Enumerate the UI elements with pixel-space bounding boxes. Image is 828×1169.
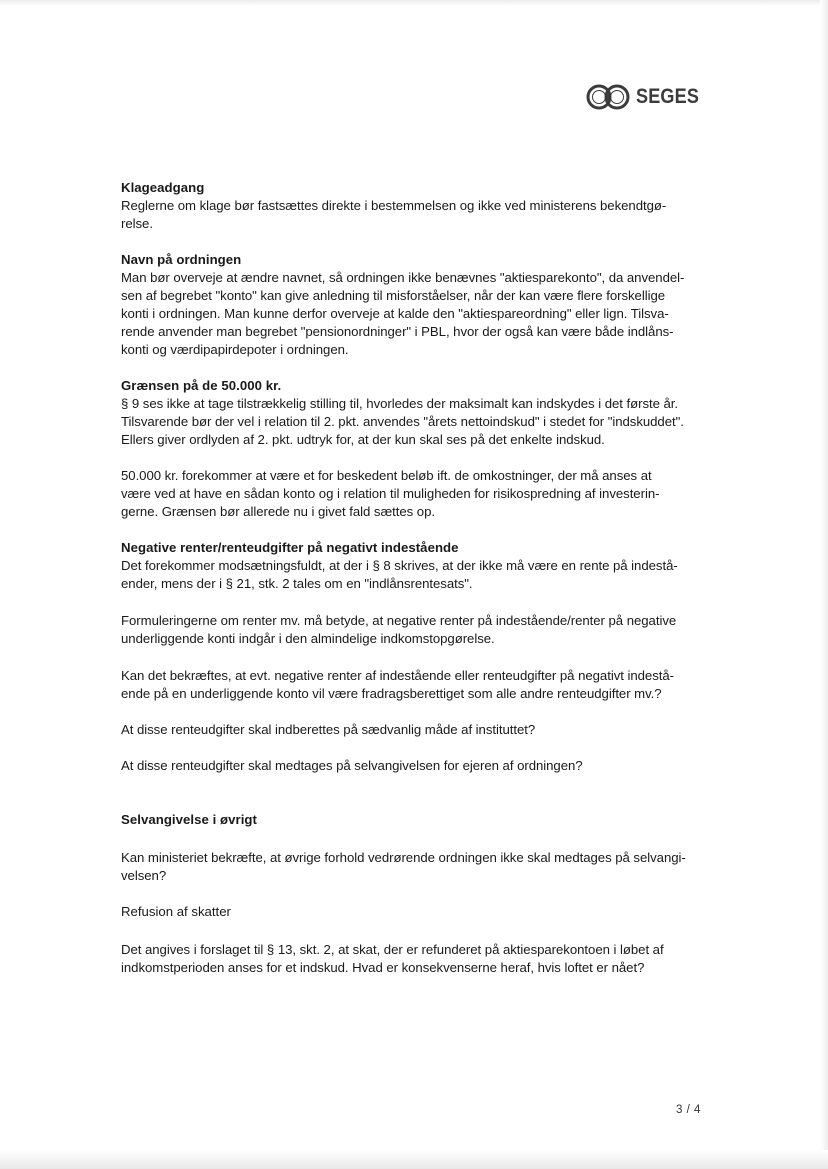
scan-edge-top	[0, 0, 828, 6]
text-line: konti i ordningen. Man kunne derfor overveje at kalde den "aktiespareordning" eller lign. Tilsva-	[121, 306, 669, 321]
heading-navn: Navn på ordningen	[121, 252, 242, 267]
heading-refusion: Refusion af skatter	[121, 904, 231, 919]
seges-emblem-icon	[586, 84, 634, 110]
scan-edge-bottom	[0, 1150, 828, 1169]
text-line: ende på en underliggende konto vil være fradragsberettiget som alle andre renteudgifter mv.?	[121, 686, 662, 701]
text-line: velsen?	[121, 868, 167, 883]
text-line: gerne. Grænsen bør allerede nu i givet fald sættes op.	[121, 504, 435, 519]
document-body	[121, 179, 701, 977]
heading-negative-renter: Negative renter/renteudgifter på negativt indestående	[121, 540, 459, 555]
text-line: konti og værdipapirdepoter i ordningen.	[121, 342, 349, 357]
text-line: At disse renteudgifter skal indberettes på sædvanlig måde af instituttet?	[121, 722, 536, 737]
text-line: Formuleringerne om renter mv. må betyde, at negative renter på indestående/renter på negative	[121, 613, 677, 628]
text-line: Kan det bekræftes, at evt. negative renter af indestående eller renteudgifter på negativt indestå-	[121, 668, 674, 683]
seges-logo	[586, 84, 709, 110]
heading-klageadgang: Klageadgang	[121, 180, 205, 195]
text-line: indkomstperioden anses for et indskud. Hvad er konsekvenserne heraf, hvis loftet er nået?	[121, 960, 645, 975]
page-number: 3 / 4	[676, 1104, 701, 1116]
text-line: At disse renteudgifter skal medtages på selvangivelsen for ejeren af ordningen?	[121, 758, 583, 773]
text-line: Reglerne om klage bør fastsættes direkte i bestemmelsen og ikke ved ministerens bekendtgø-	[121, 198, 667, 213]
text-line: § 9 ses ikke at tage tilstrækkelig stilling til, hvorledes der maksimalt kan indskydes i det første år.	[121, 396, 679, 411]
text-line: Tilsvarende bør der vel i relation til 2. pkt. anvendes "årets nettoindskud" i stedet for "indskuddet".	[121, 414, 684, 429]
text-line: Ellers giver ordlyden af 2. pkt. udtryk for, at der kun skal ses på det enkelte indskud.	[121, 432, 605, 447]
text-line: ender, mens der i § 21, stk. 2 tales om en "indlånsrentesats".	[121, 576, 473, 591]
text-line: rende anvender man begrebet "pensionordninger" i PBL, hvor der også kan være både indlåns-	[121, 324, 674, 339]
text-line: sen af begrebet "konto" kan give anledning til misforståelser, når der kan være flere forskellige	[121, 288, 666, 303]
text-line: Det forekommer modsætningsfuldt, at der i § 8 skrives, at der ikke må være en rente på indestå-	[121, 558, 678, 573]
heading-graensen: Grænsen på de 50.000 kr.	[121, 378, 282, 393]
logo-wordmark: SEGES	[636, 85, 700, 108]
text-line: Det angives i forslaget til § 13, skt. 2, at skat, der er refunderet på aktiesparekontoen i løbet af	[121, 942, 664, 957]
text-line: være ved at have en sådan konto og i relation til muligheden for risikospredning af investerin-	[121, 486, 660, 501]
text-line: Man bør overveje at ændre navnet, så ordningen ikke benævnes "aktiesparekonto", da anvendel-	[121, 270, 685, 285]
text-line: Kan ministeriet bekræfte, at øvrige forhold vedrørende ordningen ikke skal medtages på selvangi-	[121, 850, 686, 865]
text-line: 50.000 kr. forekommer at være et for beskedent beløb ift. de omkostninger, der må anses at	[121, 468, 652, 483]
text-line: relse.	[121, 216, 153, 231]
scan-edge-right	[820, 0, 828, 1169]
text-line: underliggende konti indgår i den almindelige indkomstopgørelse.	[121, 631, 495, 646]
heading-selvangivelse: Selvangivelse i øvrigt	[121, 812, 257, 827]
